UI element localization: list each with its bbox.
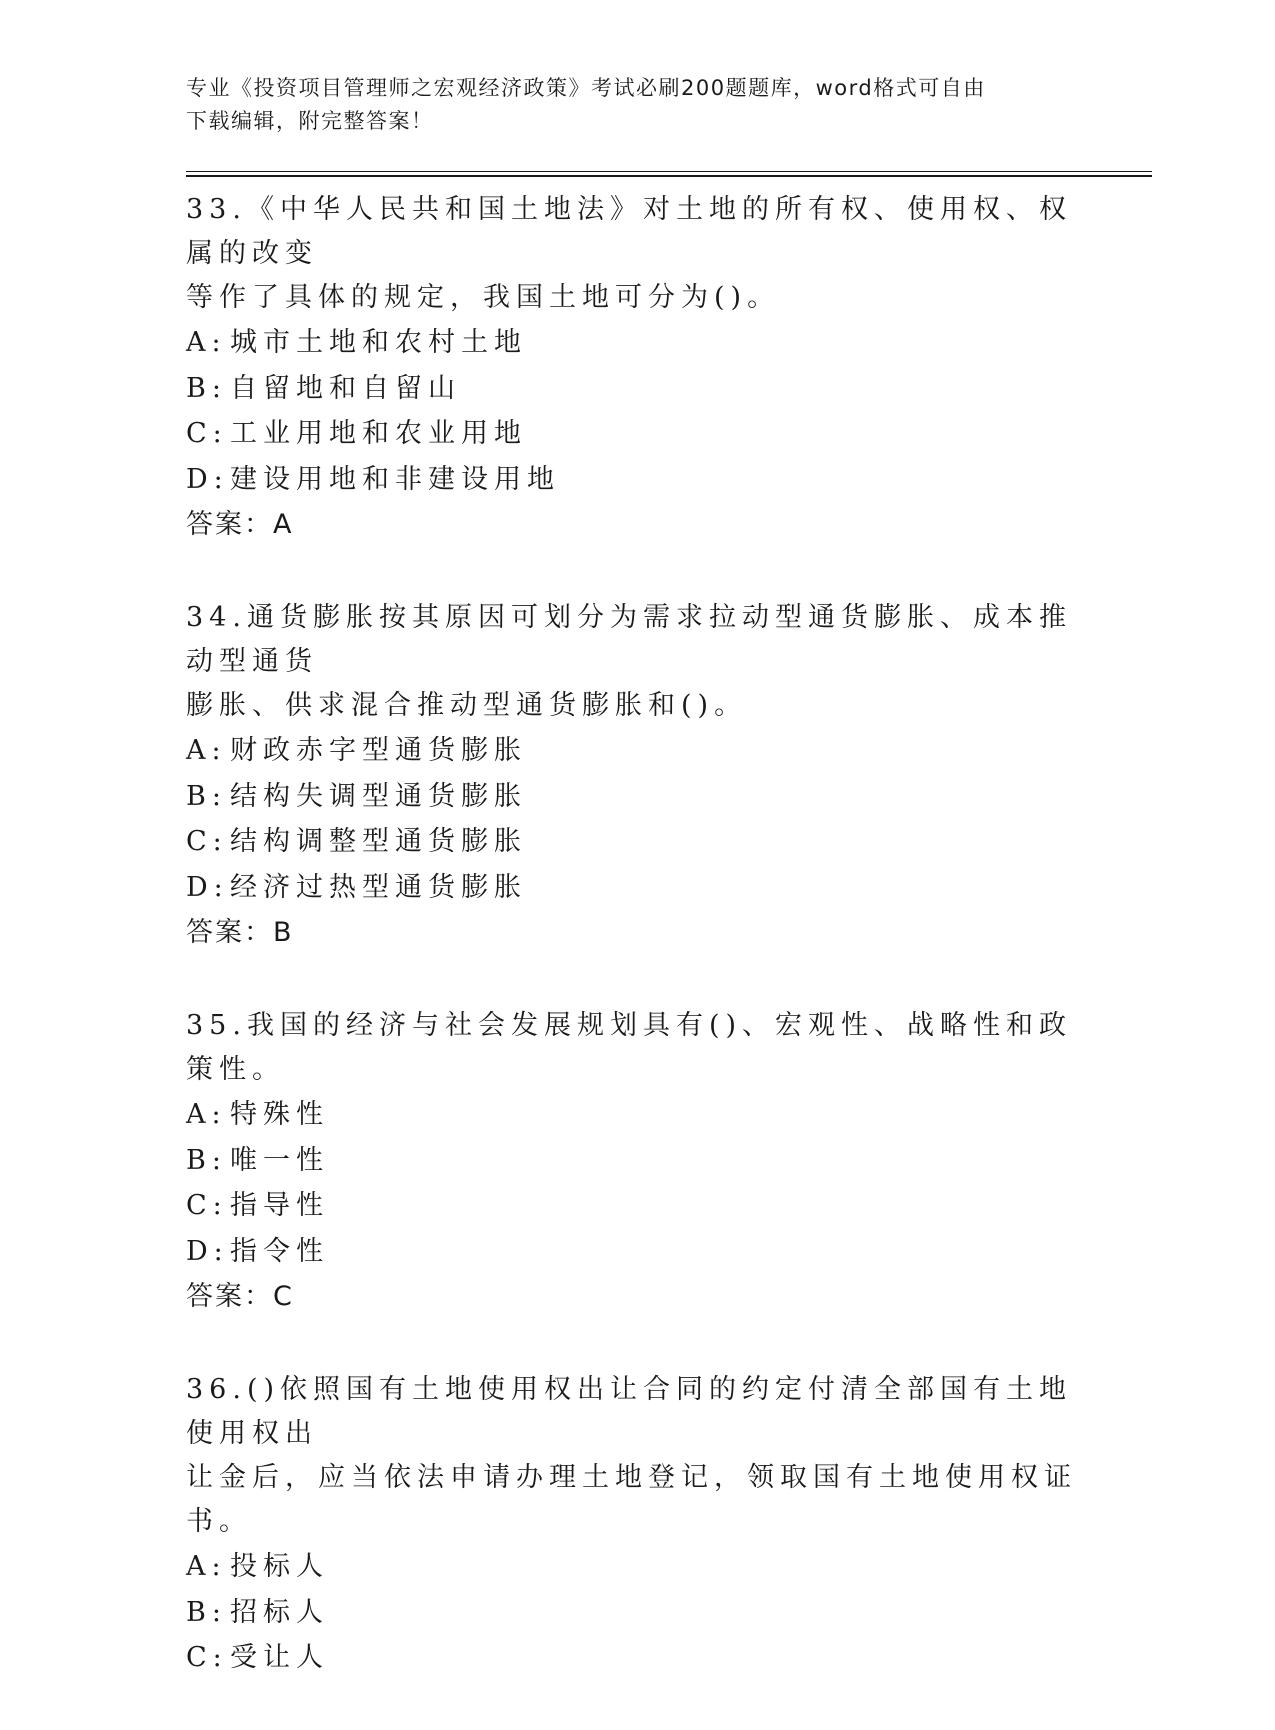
option-c [186,411,1086,457]
option-text: 工业用地和农业用地 [230,418,527,449]
option-text: 自留地和自留山 [230,372,461,404]
option-text: 经济过热型通货膨胀 [230,871,527,903]
question-stem [186,1368,1086,1544]
question-stem-line-1: 36.()依照国有土地使用权出让合同的约定付清全部国有土地使用权出 [186,1374,1073,1449]
option-text: 唯一性 [230,1144,329,1176]
question-list [186,188,1086,1730]
option-a [186,728,1086,774]
question-stem-line-1: 33.《中华人民共和国土地法》对土地的所有权、使用权、权属的改变 [186,194,1072,269]
option-c [186,1183,1086,1229]
question-stem-line-1: 35.我国的经济与社会发展规划具有()、宏观性、战略性和政策性。 [186,1010,1073,1085]
option-letter: C: [186,1642,228,1673]
option-letter: A: [186,1099,227,1130]
document-header [186,72,1066,138]
question-34 [186,596,1086,955]
option-letter: A: [186,735,227,766]
option-letter: C: [186,418,228,449]
question-stem-line-2: 等作了具体的规定，我国土地可分为()。 [186,282,781,313]
option-text: 城市土地和农村土地 [230,327,527,358]
option-letter: D: [186,463,229,495]
option-b [186,1590,1086,1636]
option-letter: B: [186,1144,227,1176]
option-b [186,1138,1086,1184]
option-letter: B: [186,1596,227,1628]
option-b [186,774,1086,820]
option-text: 建设用地和非建设用地 [230,463,560,495]
question-stem-line-2: 让金后，应当依法申请办理土地登记，领取国有土地使用权证书。 [186,1462,1077,1537]
option-a [186,320,1086,366]
option-letter: B: [186,372,227,404]
option-letter: A: [186,327,227,358]
option-letter: D: [186,1235,229,1267]
option-letter: C: [186,1190,228,1221]
question-stem [186,188,1086,320]
option-a [186,1544,1086,1590]
option-c [186,819,1086,865]
option-d [186,1229,1086,1275]
question-36 [186,1368,1086,1681]
option-letter: B: [186,780,227,812]
option-text: 指导性 [230,1190,329,1221]
option-text: 结构调整型通货膨胀 [230,826,527,857]
header-line-1: 专业《投资项目管理师之宏观经济政策》考试必刷200题题库，word格式可自由 [186,76,986,100]
question-stem [186,1004,1086,1092]
option-text: 投标人 [230,1551,329,1582]
answer-line: 答案：C [186,1281,294,1312]
option-text: 财政赤字型通货膨胀 [230,735,527,766]
option-text: 受让人 [230,1642,329,1673]
option-text: 结构失调型通货膨胀 [230,780,527,812]
option-text: 招标人 [230,1596,329,1628]
answer-line: 答案：A [186,509,294,540]
option-c [186,1635,1086,1681]
option-letter: A: [186,1551,227,1582]
option-a [186,1092,1086,1138]
header-divider-thick [186,175,1152,177]
question-33 [186,188,1086,547]
option-b [186,366,1086,412]
question-stem [186,596,1086,728]
option-letter: C: [186,826,228,857]
answer-line: 答案：B [186,917,294,948]
question-35 [186,1004,1086,1319]
option-text: 指令性 [230,1235,329,1267]
question-stem-line-2: 膨胀、供求混合推动型通货膨胀和()。 [186,690,748,721]
option-letter: D: [186,871,229,903]
option-text: 特殊性 [230,1099,329,1130]
option-d [186,457,1086,503]
header-divider-thin [186,171,1152,172]
header-line-2: 下载编辑，附完整答案！ [186,109,434,133]
question-stem-line-1: 34.通货膨胀按其原因可划分为需求拉动型通货膨胀、成本推动型通货 [186,602,1072,677]
option-d [186,865,1086,911]
